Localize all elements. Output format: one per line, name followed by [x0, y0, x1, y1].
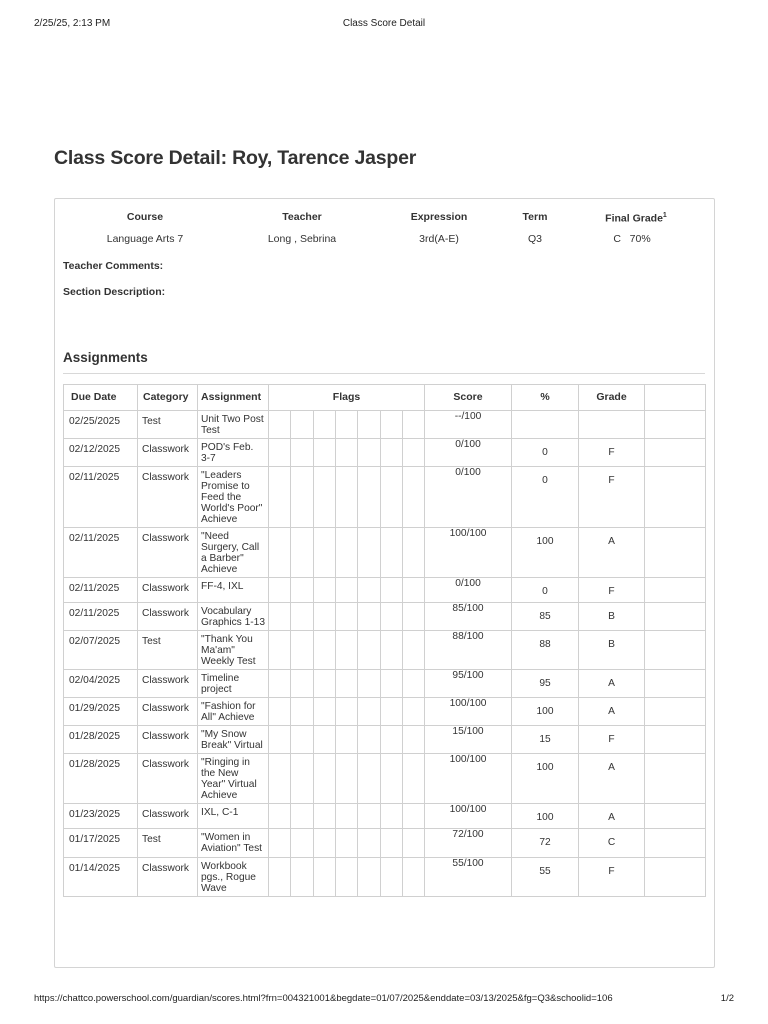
flag-cell: [403, 411, 425, 439]
flag-cell: [291, 670, 314, 698]
due-date-cell: 02/07/2025: [64, 631, 138, 670]
grade-cell: C: [579, 829, 645, 857]
due-date-cell: 01/23/2025: [64, 804, 138, 829]
flag-cell: [381, 467, 403, 528]
assignment-cell[interactable]: Timeline project: [198, 670, 269, 698]
grade-cell: A: [579, 754, 645, 804]
category-cell: Test: [138, 829, 198, 857]
assignments-body: [64, 411, 706, 897]
col-category[interactable]: Category: [138, 385, 198, 411]
assignment-cell[interactable]: "Ringing in the New Year" Virtual Achieve: [198, 754, 269, 804]
flag-cell: [314, 726, 336, 754]
flag-cell: [403, 804, 425, 829]
table-row: [64, 439, 706, 467]
assignment-cell[interactable]: POD's Feb. 3-7: [198, 439, 269, 467]
score-cell[interactable]: 85/100: [425, 603, 512, 631]
flag-cell: [291, 631, 314, 670]
category-cell: Classwork: [138, 857, 198, 896]
table-row: [64, 829, 706, 857]
assignment-cell[interactable]: "Need Surgery, Call a Barber" Achieve: [198, 528, 269, 578]
flag-cell: [291, 698, 314, 726]
flag-cell: [269, 631, 291, 670]
flag-cell: [403, 670, 425, 698]
assignment-cell[interactable]: "Thank You Ma'am" Weekly Test: [198, 631, 269, 670]
flag-cell: [269, 857, 291, 896]
flag-cell: [314, 754, 336, 804]
print-doc-title: Class Score Detail: [342, 18, 426, 29]
table-row: [64, 467, 706, 528]
spacer-cell: [645, 631, 706, 670]
percent-cell: 0: [512, 467, 579, 528]
percent-cell: 72: [512, 829, 579, 857]
percent-cell: 85: [512, 603, 579, 631]
due-date-cell: 01/29/2025: [64, 698, 138, 726]
flag-cell: [403, 631, 425, 670]
category-cell: Classwork: [138, 726, 198, 754]
flag-cell: [336, 528, 358, 578]
due-date-cell: 02/25/2025: [64, 411, 138, 439]
grade-cell: F: [579, 578, 645, 603]
flag-cell: [403, 528, 425, 578]
term-header: Term: [522, 211, 548, 223]
print-datetime: 2/25/25, 2:13 PM: [34, 18, 111, 29]
teacher-header: Teacher: [282, 211, 322, 223]
flag-cell: [314, 439, 336, 467]
assignment-cell[interactable]: "Fashion for All" Achieve: [198, 698, 269, 726]
flag-cell: [403, 603, 425, 631]
flag-cell: [269, 829, 291, 857]
flag-cell: [381, 804, 403, 829]
flag-cell: [269, 578, 291, 603]
score-cell[interactable]: 100/100: [425, 528, 512, 578]
flag-cell: [403, 754, 425, 804]
percent-cell: 100: [512, 804, 579, 829]
score-cell[interactable]: 0/100: [425, 439, 512, 467]
category-cell: Test: [138, 411, 198, 439]
spacer-cell: [645, 439, 706, 467]
assignment-cell[interactable]: Vocabulary Graphics 1-13: [198, 603, 269, 631]
flag-cell: [403, 698, 425, 726]
flag-cell: [358, 603, 381, 631]
category-cell: Test: [138, 631, 198, 670]
flag-cell: [358, 467, 381, 528]
assignment-cell[interactable]: Workbook pgs., Rogue Wave: [198, 857, 269, 896]
table-row: [64, 726, 706, 754]
flag-cell: [381, 631, 403, 670]
percent-cell: [512, 411, 579, 439]
percent-cell: 55: [512, 857, 579, 896]
spacer-cell: [645, 754, 706, 804]
final-grade-header-label: Final Grade: [605, 212, 663, 225]
score-cell[interactable]: 0/100: [425, 467, 512, 528]
grade-cell: F: [579, 726, 645, 754]
flag-cell: [291, 857, 314, 896]
page-title: Class Score Detail: Roy, Tarence Jasper: [54, 147, 417, 169]
col-grade[interactable]: Grade: [579, 385, 645, 411]
percent-cell: 88: [512, 631, 579, 670]
spacer-cell: [645, 467, 706, 528]
flag-cell: [269, 528, 291, 578]
assignment-cell[interactable]: Unit Two Post Test: [198, 411, 269, 439]
flag-cell: [358, 411, 381, 439]
grade-cell: [579, 411, 645, 439]
flag-cell: [403, 726, 425, 754]
flag-cell: [336, 439, 358, 467]
col-due-date[interactable]: Due Date: [64, 385, 138, 411]
flag-cell: [314, 829, 336, 857]
flag-cell: [269, 670, 291, 698]
percent-cell: 100: [512, 698, 579, 726]
flag-cell: [314, 411, 336, 439]
due-date-cell: 01/28/2025: [64, 754, 138, 804]
score-cell[interactable]: 15/100: [425, 726, 512, 754]
term-value: Q3: [527, 233, 542, 245]
grade-cell: A: [579, 670, 645, 698]
flag-cell: [269, 698, 291, 726]
score-cell[interactable]: 55/100: [425, 857, 512, 896]
flag-cell: [314, 698, 336, 726]
spacer-cell: [645, 670, 706, 698]
flag-cell: [314, 578, 336, 603]
flag-cell: [291, 467, 314, 528]
grade-cell: A: [579, 804, 645, 829]
flag-cell: [291, 439, 314, 467]
flag-cell: [336, 726, 358, 754]
spacer-cell: [645, 698, 706, 726]
flag-cell: [381, 829, 403, 857]
grade-cell: F: [579, 857, 645, 896]
flag-cell: [291, 829, 314, 857]
flag-cell: [336, 857, 358, 896]
due-date-cell: 01/28/2025: [64, 726, 138, 754]
assignment-cell[interactable]: "Women in Aviation" Test: [198, 829, 269, 857]
col-score[interactable]: Score: [425, 385, 512, 411]
spacer-cell: [645, 726, 706, 754]
spacer-cell: [645, 603, 706, 631]
table-row: [64, 578, 706, 603]
flag-cell: [291, 726, 314, 754]
assignment-cell[interactable]: IXL, C-1: [198, 804, 269, 829]
due-date-cell: 01/17/2025: [64, 829, 138, 857]
col-percent[interactable]: %: [512, 385, 579, 411]
table-row: [64, 754, 706, 804]
flag-cell: [381, 670, 403, 698]
score-cell[interactable]: 72/100: [425, 829, 512, 857]
col-flags: Flags: [269, 385, 425, 411]
table-row: [64, 631, 706, 670]
course-value: Language Arts 7: [106, 233, 184, 245]
assignments-divider: [63, 373, 705, 374]
flag-cell: [336, 578, 358, 603]
flag-cell: [403, 857, 425, 896]
category-cell: Classwork: [138, 804, 198, 829]
flag-cell: [358, 698, 381, 726]
teacher-value: Long , Sebrina: [267, 233, 337, 245]
spacer-cell: [645, 411, 706, 439]
spacer-cell: [645, 857, 706, 896]
flag-cell: [381, 754, 403, 804]
category-cell: Classwork: [138, 528, 198, 578]
spacer-cell: [645, 829, 706, 857]
assignment-cell[interactable]: "Leaders Promise to Feed the World's Poor" Achieve: [198, 467, 269, 528]
flag-cell: [336, 804, 358, 829]
flag-cell: [269, 726, 291, 754]
flag-cell: [314, 631, 336, 670]
flag-cell: [358, 829, 381, 857]
flag-cell: [314, 804, 336, 829]
print-page-number: 1/2: [720, 993, 734, 1004]
due-date-cell: 02/12/2025: [64, 439, 138, 467]
col-assignment[interactable]: Assignment: [198, 385, 269, 411]
flag-cell: [291, 603, 314, 631]
flag-cell: [381, 698, 403, 726]
flag-cell: [314, 528, 336, 578]
flag-cell: [269, 804, 291, 829]
flag-cell: [314, 467, 336, 528]
section-description-label: Section Description:: [63, 286, 166, 298]
final-grade-value: C 70%: [613, 233, 651, 245]
table-row: [64, 670, 706, 698]
flag-cell: [403, 439, 425, 467]
flag-cell: [314, 670, 336, 698]
assignments-table: [63, 384, 706, 897]
table-row: [64, 698, 706, 726]
flag-cell: [358, 578, 381, 603]
table-row: [64, 857, 706, 896]
flag-cell: [336, 754, 358, 804]
flag-cell: [381, 857, 403, 896]
flag-cell: [291, 754, 314, 804]
grade-cell: F: [579, 439, 645, 467]
percent-cell: 100: [512, 528, 579, 578]
expression-value: 3rd(A-E): [419, 233, 459, 245]
flag-cell: [358, 804, 381, 829]
due-date-cell: 02/11/2025: [64, 603, 138, 631]
flag-cell: [336, 603, 358, 631]
category-cell: Classwork: [138, 578, 198, 603]
assignments-heading: Assignments: [63, 350, 148, 365]
table-row: [64, 528, 706, 578]
grade-cell: A: [579, 528, 645, 578]
flag-cell: [336, 631, 358, 670]
score-cell[interactable]: --/100: [425, 411, 512, 439]
score-cell[interactable]: 100/100: [425, 804, 512, 829]
category-cell: Classwork: [138, 439, 198, 467]
due-date-cell: 02/11/2025: [64, 578, 138, 603]
flag-cell: [381, 726, 403, 754]
flag-cell: [358, 528, 381, 578]
flag-cell: [403, 467, 425, 528]
due-date-cell: 02/11/2025: [64, 528, 138, 578]
category-cell: Classwork: [138, 670, 198, 698]
flag-cell: [336, 698, 358, 726]
score-cell[interactable]: 100/100: [425, 698, 512, 726]
flag-cell: [291, 411, 314, 439]
flag-cell: [358, 857, 381, 896]
flag-cell: [336, 411, 358, 439]
flag-cell: [314, 857, 336, 896]
flag-cell: [358, 726, 381, 754]
flag-cell: [291, 528, 314, 578]
spacer-cell: [645, 804, 706, 829]
score-cell[interactable]: 95/100: [425, 670, 512, 698]
percent-cell: 100: [512, 754, 579, 804]
flag-cell: [358, 670, 381, 698]
flag-cell: [314, 603, 336, 631]
flag-cell: [269, 603, 291, 631]
flag-cell: [291, 804, 314, 829]
course-header: Course: [126, 211, 164, 223]
flag-cell: [269, 411, 291, 439]
table-row: [64, 804, 706, 829]
teacher-comments-label: Teacher Comments:: [63, 260, 164, 272]
flag-cell: [336, 670, 358, 698]
flag-cell: [381, 411, 403, 439]
percent-cell: 0: [512, 439, 579, 467]
due-date-cell: 02/11/2025: [64, 467, 138, 528]
flag-cell: [403, 829, 425, 857]
grade-cell: A: [579, 698, 645, 726]
percent-cell: 95: [512, 670, 579, 698]
score-cell[interactable]: 88/100: [425, 631, 512, 670]
due-date-cell: 01/14/2025: [64, 857, 138, 896]
spacer-cell: [645, 528, 706, 578]
flag-cell: [358, 439, 381, 467]
spacer-cell: [645, 578, 706, 603]
flag-cell: [403, 578, 425, 603]
category-cell: Classwork: [138, 754, 198, 804]
flag-cell: [336, 467, 358, 528]
category-cell: Classwork: [138, 603, 198, 631]
flag-cell: [358, 631, 381, 670]
score-cell[interactable]: 0/100: [425, 578, 512, 603]
grade-cell: B: [579, 603, 645, 631]
final-grade-header: [596, 212, 676, 225]
expression-header: Expression: [410, 211, 468, 223]
flag-cell: [291, 578, 314, 603]
print-url: https://chattco.powerschool.com/guardian/scores.html?frn=004321001&begdate=01/07/2025&enddate=03/13/2025&fg=Q3&schoolid=106: [34, 993, 613, 1004]
assignment-cell[interactable]: "My Snow Break" Virtual: [198, 726, 269, 754]
print-header: [34, 18, 734, 32]
category-cell: Classwork: [138, 467, 198, 528]
percent-cell: 15: [512, 726, 579, 754]
flag-cell: [336, 829, 358, 857]
percent-cell: 0: [512, 578, 579, 603]
flag-cell: [381, 439, 403, 467]
flag-cell: [269, 754, 291, 804]
col-spacer: [645, 385, 706, 411]
flag-cell: [381, 578, 403, 603]
flag-cell: [381, 528, 403, 578]
grade-cell: F: [579, 467, 645, 528]
table-row: [64, 603, 706, 631]
category-cell: Classwork: [138, 698, 198, 726]
score-cell[interactable]: 100/100: [425, 754, 512, 804]
final-grade-footnote: 1: [662, 212, 667, 219]
assignments-header-row: [64, 385, 706, 411]
table-row: [64, 411, 706, 439]
flag-cell: [269, 467, 291, 528]
grade-cell: B: [579, 631, 645, 670]
flag-cell: [358, 754, 381, 804]
due-date-cell: 02/04/2025: [64, 670, 138, 698]
assignment-cell[interactable]: FF-4, IXL: [198, 578, 269, 603]
flag-cell: [269, 439, 291, 467]
flag-cell: [381, 603, 403, 631]
